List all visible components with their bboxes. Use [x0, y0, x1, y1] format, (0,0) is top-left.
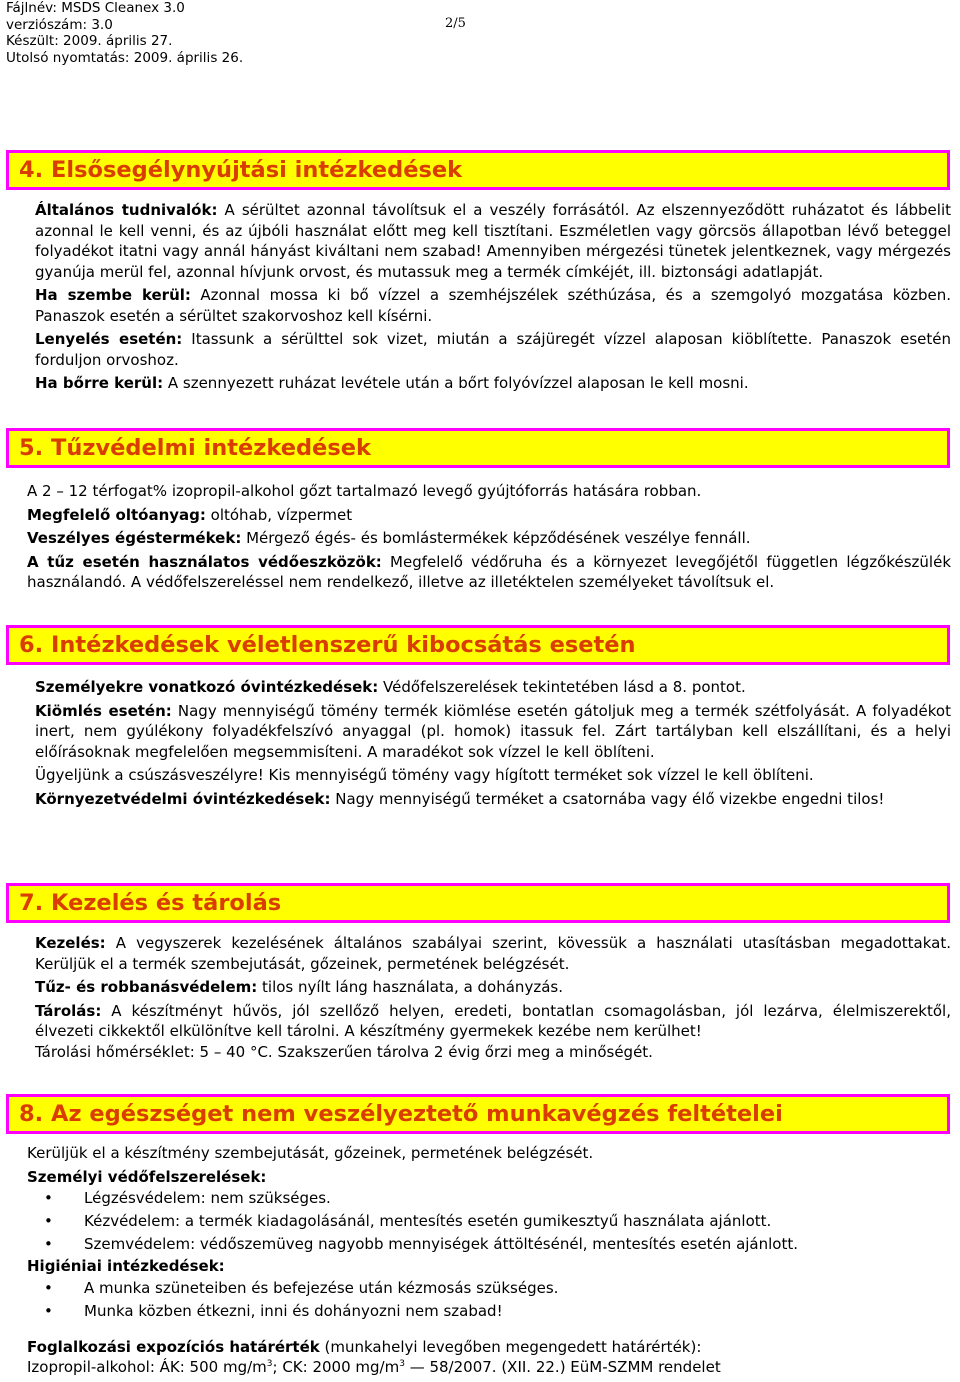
bullet-icon: • [44, 1235, 53, 1253]
explosion-info: A 2 – 12 térfogat% izopropil-alkohol gőzt tartalmazó levegő gyújtóforrás hatására robban. [27, 482, 702, 500]
fire-ppe-label: A tűz esetén használatos védőeszközök: [27, 552, 382, 571]
ingestion-label: Lenyelés esetén: [35, 330, 183, 348]
limit-sup-2: 3 [399, 1359, 405, 1369]
section-8-body [27, 1143, 951, 1378]
list-item [27, 1277, 951, 1300]
section-4-heading: 4. Elsősegélynyújtási intézkedések [6, 150, 950, 190]
bullet-icon: • [44, 1301, 53, 1320]
fire-protection-label: Tűz- és robbanásvédelem: [35, 978, 258, 996]
exposure-limit-text: (munkahelyi levegőben megengedett határérték): [319, 1337, 702, 1356]
created-date: Készült: 2009. április 27. [6, 33, 173, 49]
eye-contact [35, 285, 951, 326]
section-7-body [35, 933, 951, 1062]
personal-precautions-text: Védőfelszerelések tekintetében lásd a 8. pontot. [378, 678, 746, 696]
fire-protection-text: tilos nyílt láng használata, a dohányzás. [257, 978, 563, 996]
handling-text: A vegyszerek kezelésének általános szabályai szerint, kövessük a használati utasításban megadottakat. Kerüljük el a termék szembejutását, gőzeinek, permetének belégzését. [35, 934, 951, 973]
section-8-heading: 8. Az egészséget nem veszélyeztető munkavégzés feltételei [6, 1094, 950, 1134]
section-6-body [35, 677, 951, 809]
section-6-heading: 6. Intézkedések véletlenszerű kibocsátás esetén [6, 625, 950, 665]
exposure-limit-label: Foglalkozási expozíciós határérték [27, 1337, 320, 1356]
fire-ppe-text: Megfelelő védőruha és a környezet levegőjétől független légzőkészülék használandó. A védőfelszereléssel nem rendelkező, illetve az illetéktelen személyeket távolítsuk el. [27, 552, 952, 591]
storage [35, 1001, 951, 1042]
section-5-heading: 5. Tűzvédelmi intézkedések [6, 428, 950, 468]
section-7-heading: 7. Kezelés és tárolás [6, 883, 950, 923]
ppe-heading-text: Személyi védőfelszerelések: [27, 1167, 267, 1186]
limit-ck: ; CK: 2000 mg/m [272, 1358, 400, 1376]
eye-contact-label: Ha szembe kerül: [35, 286, 191, 304]
slip-warning: Ügyeljünk a csúszásveszélyre! Kis mennyiségű tömény vagy hígított terméket sok vízzel le kell öblíteni. [35, 766, 814, 784]
spillage-text: Nagy mennyiségű tömény termék kiömlése esetén gátoljuk meg a termék szétfolyását. A folyadékot inert, nem gyúlékony folyadékfelszívó anyaggal (pl. homok) itassuk fel. Zárt tartályban kell elszállítani, és a helyi előírásoknak megfelelően megsemmisíteni. A maradékot sok vízzel le kell öblíteni. [35, 701, 951, 761]
handling [35, 933, 951, 974]
hygiene-list [27, 1277, 951, 1323]
general-info-text: A sérültet azonnal távolítsuk el a veszély forrásától. Az elszennyeződött ruházatot és lábbelit azonnal le kell venni, és az újbóli használat előtt meg kell tisztítani. Eszméletlen vagy görcsös állapotban lévő beteggel folyadékot itatni vagy annál hányást kiváltani nem szabad! Amennyiben mérgezési tünetek jelentkeznek, vagy mérgezés gyanúja merül fel, azonnal hívjunk orvost, és mutassuk meg a termék címkéjét, ill. biztonsági adatlapját. [35, 201, 951, 281]
bullet-icon: • [44, 1189, 53, 1207]
file-name: Fájlnév: MSDS Cleanex 3.0 [6, 0, 185, 16]
hygiene-heading-text: Higiéniai intézkedések: [27, 1257, 225, 1275]
storage-temperature: Tárolási hőmérséklet: 5 – 40 °C. Szakszerűen tárolva 2 évig őrzi meg a minőségét. [35, 1042, 653, 1061]
limit-regulation: — 58/2007. (XII. 22.) EüM-SZMM rendelet [404, 1358, 721, 1376]
eye-contact-text: Azonnal mossa ki bő vízzel a szemhéjszélek széthúzása, és a szemgolyó mozgatása közben. Panaszok esetén a sérültet szakorvoshoz kell kísérni. [35, 286, 951, 325]
limit-sup-1: 3 [266, 1359, 273, 1369]
personal-precautions [35, 677, 951, 698]
skin-contact-label: Ha bőrre kerül: [35, 374, 164, 392]
extinguishing-agent-text: oltóhab, vízpermet [205, 505, 353, 524]
spillage [35, 701, 951, 763]
environmental-precautions-text: Nagy mennyiségű terméket a csatornába vagy élő vizekbe engedni tilos! [330, 789, 885, 808]
personal-precautions-label: Személyekre vonatkozó óvintézkedések: [35, 678, 379, 696]
ppe-heading [27, 1167, 951, 1188]
exposure-limit-values [27, 1357, 951, 1378]
bullet-icon: • [44, 1278, 53, 1297]
bullet-icon: • [44, 1212, 53, 1230]
list-item [27, 1300, 951, 1323]
list-item-text: Szemvédelem: védőszemüveg nagyobb mennyiségek áttöltésénél, mentesítés esetén ajánlott. [84, 1235, 799, 1253]
list-item [27, 1233, 951, 1256]
exposure-limit [27, 1337, 951, 1358]
extinguishing-agent-label: Megfelelő oltóanyag: [27, 505, 206, 524]
list-item-text: Munka közben étkezni, inni és dohányozni nem szabad! [84, 1301, 503, 1320]
combustion-products-text: Mérgező égés- és bomlástermékek képződésének veszélye fennáll. [241, 529, 751, 547]
section-4-body [35, 200, 951, 394]
limit-ak: Izopropil-alkohol: ÁK: 500 mg/m [27, 1358, 267, 1376]
extinguishing-agent [27, 505, 951, 526]
ingestion-text: Itassunk a sérülttel sok vizet, miután a szájüregét vízzel alaposan kiöblítette. Panaszok esetén forduljon orvoshoz. [35, 330, 951, 369]
print-date: Utolsó nyomtatás: 2009. április 26. [6, 49, 244, 66]
skin-contact-text: A szennyezett ruházat levétele után a bőrt folyóvízzel alaposan le kell mosni. [163, 374, 749, 392]
fire-ppe [27, 552, 951, 593]
environmental-precautions-label: Környezetvédelmi óvintézkedések: [35, 789, 331, 808]
spillage-label: Kiömlés esetén: [35, 701, 172, 720]
storage-text: A készítményt hűvös, jól szellőző helyen, eredeti, bontatlan csomagolásban, jól lezárva, élelmiszerektől, élvezeti cikkektől elkülönítve kell tárolni. A készítmény gyermekek kezébe nem kerülhet! [35, 1001, 951, 1040]
skin-contact [35, 373, 951, 394]
document-header [6, 0, 243, 66]
page-number: 2/5 [445, 16, 466, 31]
list-item-text: Légzésvédelem: nem szükséges. [84, 1189, 331, 1207]
list-item [27, 1187, 951, 1210]
list-item-text: A munka szüneteiben és befejezése után kézmosás szükséges. [84, 1278, 559, 1297]
list-item-text: Kézvédelem: a termék kiadagolásánál, mentesítés esetén gumikesztyű használata ajánlott. [84, 1212, 772, 1230]
list-item [27, 1210, 951, 1233]
general-info-label: Általános tudnivalók: [35, 201, 218, 219]
combustion-products-label: Veszélyes égéstermékek: [27, 529, 242, 547]
environmental-precautions [35, 789, 951, 810]
combustion-products [27, 528, 951, 549]
hygiene-heading [27, 1256, 951, 1277]
handling-label: Kezelés: [35, 934, 106, 952]
version: verziószám: 3.0 [6, 16, 113, 33]
ingestion [35, 329, 951, 370]
ppe-list [27, 1187, 951, 1256]
fire-protection [35, 977, 951, 998]
exposure-avoidance: Kerüljük el a készítmény szembejutását, gőzeinek, permetének belégzését. [27, 1144, 594, 1162]
storage-label: Tárolás: [35, 1001, 102, 1020]
general-info [35, 200, 951, 282]
section-5-body [27, 481, 951, 593]
